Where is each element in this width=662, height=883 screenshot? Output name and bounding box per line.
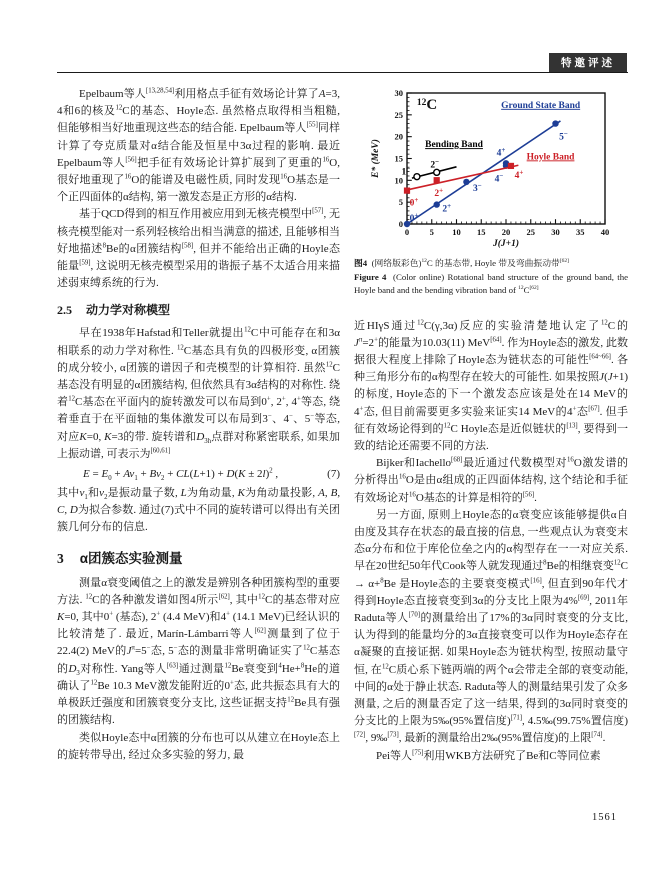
figure-caption-en: Figure 4 (Color online) Rotational band structure of the ground band, the Hoyle band and the bending vibration band of $^{12}$C[62] bbox=[354, 271, 628, 295]
svg-text:Bending Band: Bending Band bbox=[425, 140, 483, 151]
svg-text:4+: 4+ bbox=[496, 145, 506, 159]
svg-text:0: 0 bbox=[398, 219, 403, 229]
section-heading-3 bbox=[57, 547, 340, 567]
svg-text:30: 30 bbox=[394, 88, 403, 98]
paragraph: 另一方面, 原则上Hoyle态的α衰变应该能够提供α自由度及其存在状态的最直接的信息, 一些观点认为衰变末态α分布和位于库伦位垒之内的α构型存在一一对应关系. 早在20世纪50年代Cook等人就发现通过$^8$Be的相继衰变$^{12}$C → α+$^8$Be 是Hoyle态的主要衰变模式[16], 但直到90年代才得到Hoyle态直接衰变到3α的分支比上限为4%[69], 2011年Raduta等人[70]的测量给出了17%的3α同时衰变的分支比, 认为得到的能量均分的3α直接衰变可以作为Hoyle态存在α凝聚的直接证据. 如果Hoyle态为链状构型, 按照动量守恒, 在$^{12}$C质心系下链两端的两个α会带走全部的衰变动能, 中间的α处于静止状态. Raduta等人的测量结果引发了众多测量, 之后的测量否定了这一结果, 得到的3α同时衰变的分支比的上限为5‰(95%置信度)[71], 4.5‰(99.75%置信度)[72], 9‰[73], 最新的测量给出2‰(95%置信度)的上限[74]. bbox=[354, 508, 629, 745]
svg-text:20: 20 bbox=[501, 227, 511, 237]
paragraph: 近HIγS通过$^{12}$C(γ,3α)反应的实验清楚地认定了$^{12}$C的$J^\pi=2^+$的能量为10.03(11) MeV[64]. 作为Hoyle态的激发, 此数据很大程度上排除了Hoyle态为链状态的可能性[64~66]. 各种三角形分布的α构型存在较大的可能性. 如果按照J(J+1)的标度, Hoyle态的下一个激发态应该是处在14 MeV的4+态, 但目前需要更多实验来证实14 MeV的4+态[67]. 但手征有效场论得到的$^{12}$C Hoyle态是近似链状的[13], 要得到一致的结论还需要不同的方法. bbox=[354, 318, 629, 452]
svg-text:35: 35 bbox=[576, 227, 585, 237]
paragraph: 基于QCD得到的相互作用被应用到无核壳模型中[57], 无核壳模型能对一系列轻核给出相当满意的描述, 且能够相当好地描述$^8$Be的α团簇结构[58], 但并不能给出正确的Hoyle态能量[59], 这说明无核壳模型采用的谐振子基不太适合用来描述弱束缚系统的行为. bbox=[57, 207, 341, 290]
svg-text:10: 10 bbox=[394, 175, 403, 186]
paragraph: 其中$v_1$和$v_2$是振动量子数, L为角动量, K为角动量投影, A, B, C, D为拟合参数. 通过(7)式中不同的旋转谱可以得出有关团簇几何分布的信息. bbox=[57, 487, 341, 534]
svg-text:0+: 0+ bbox=[409, 196, 419, 209]
figure-caption bbox=[354, 257, 628, 298]
svg-text:20: 20 bbox=[394, 131, 403, 142]
svg-text:5−: 5− bbox=[559, 130, 568, 143]
svg-text:3−: 3− bbox=[473, 181, 482, 194]
svg-text:0: 0 bbox=[404, 227, 410, 237]
section-title: α团簇态实验测量 bbox=[79, 550, 183, 566]
equation-body: $E = E_0 + Av_1 + Bv_2 + CL(L+1) + D(K \pm 2l)^2$ , bbox=[83, 467, 279, 483]
left-column bbox=[57, 86, 340, 765]
figure-caption-cn: 图4 (网络版彩色)$^{12}$C 的基态带, Hoyle 带及弯曲振动带[62] bbox=[354, 258, 569, 268]
paragraph: 测量α衰变阈值之上的激发是辨别各种团簇构型的重要方法. $^{12}$C的各种激发谱如图4所示[62], 其中$^{12}$C的基态带对应K=0, 其中0+ (基态), 2+ (4.4 MeV)和4+ (14.1 MeV)已经认识的比较清楚了. 最近, Marín-Lámbarri等人[62]测量到了位于22.4(2) MeV的$J^\pi=5^-$态, 5−态的测量非常明确证实了$^{12}$C基态的$D_3$对称性. Yang等人[63]通过测量$^{12}$Be衰变到$^4$He+$^8$He的道确认了$^{12}$Be 10.3 MeV激发能附近的0+态, 此共振态具有大的单极跃迁强度和团簇衰变分支比, 这些证据支持$^{12}$Be具有强的团簇结构. bbox=[57, 576, 341, 727]
svg-text:30: 30 bbox=[551, 227, 560, 237]
paragraph: Bijker和Iachello[68]最近通过代数模型对$^{16}$O激发谱的分析得出$^{16}$O是由α组成的正四面体结构, 这个结论和手征有效场论对$^{16}$O基态的计算是相符的[56]. bbox=[354, 456, 629, 504]
svg-text:40: 40 bbox=[600, 227, 610, 237]
two-column-layout bbox=[57, 86, 628, 765]
svg-text:15: 15 bbox=[477, 227, 486, 237]
equation-7 bbox=[57, 467, 340, 483]
svg-text:2+: 2+ bbox=[434, 186, 444, 200]
svg-text:0+: 0+ bbox=[409, 211, 419, 224]
svg-text:12C: 12C bbox=[416, 97, 438, 114]
svg-text:4+: 4+ bbox=[514, 168, 524, 181]
svg-text:J(J+1): J(J+1) bbox=[493, 239, 519, 249]
paragraph: Epelbaum等人[13,28,54]利用格点手征有效场论计算了A=3, 4和6的核及$^{12}$C的基态、Hoyle态. 虽然格点取得相当粗糙, 但能够相当好地重现这些态的结合能. Epelbaum等人[55]同样计算了夸克质量对α结合能及恒星中3α过程的影响. 最近Epelbaum等人[56]把手征有效场论计算扩展到了更重的$^{16}$O, 很好地重现了$^{16}$O的能谱及电磁性质, 同时发现$^{16}$O基态是一个正四面体的α结构, 第一激发态是正方形的α结构. bbox=[57, 87, 341, 204]
equation-number: (7) bbox=[327, 468, 340, 481]
right-column bbox=[354, 86, 628, 765]
section-number: 3 bbox=[57, 550, 64, 566]
paragraph: Pei等人[75]利用WKB方法研究了Be和C等同位素 bbox=[376, 748, 601, 762]
svg-text:1−: 1− bbox=[401, 165, 411, 178]
section-title: 动力学对称模型 bbox=[86, 303, 171, 318]
paragraph: 类似Hoyle态中α团簇的分布也可以从建立在Hoyle态上的旋转带导出, 经过众多实验的努力, 最 bbox=[57, 731, 340, 761]
svg-text:5: 5 bbox=[429, 227, 434, 237]
svg-text:E* (MeV): E* (MeV) bbox=[371, 139, 381, 178]
svg-text:Hoyle Band: Hoyle Band bbox=[526, 152, 575, 163]
svg-text:Ground State Band: Ground State Band bbox=[501, 100, 581, 111]
figure-4 bbox=[354, 86, 628, 298]
header-rule bbox=[57, 72, 628, 73]
paragraph: 早在1938年Hafstad和Teller就提出$^{12}$C中可能存在和3α相联系的动力学对称性. $^{12}$C基态具有负的四极形变, α团簇的成分较小, α团簇的谱因子和壳模型的计算相符. 虽然$^{12}$C基态没有明显的α团簇结构, 但依然具有3α结构的对称性. 绕着$^{12}$C基态在平面内的旋转激发可以布局到0+, 2+, 4+等态, 绕着垂直于在平面轴的集体激发可以布局到3−、4−、5−等态, 对应K=0, K=3的带. 旋转谱和$D_{3h}$点群对称紧密联系, 如果加上振动谱, 可表示为[60,61] bbox=[57, 326, 341, 460]
svg-text:25: 25 bbox=[394, 109, 403, 120]
svg-text:10: 10 bbox=[452, 227, 461, 237]
svg-text:4−: 4− bbox=[494, 172, 504, 185]
svg-text:5: 5 bbox=[398, 197, 403, 208]
header-badge: 特邀评述 bbox=[549, 53, 627, 73]
svg-text:25: 25 bbox=[526, 227, 535, 237]
svg-text:2−: 2− bbox=[430, 157, 440, 171]
svg-text:2+: 2+ bbox=[442, 202, 452, 215]
section-heading-2-5 bbox=[57, 301, 340, 318]
svg-text:15: 15 bbox=[394, 153, 403, 164]
rotational-band-chart bbox=[354, 86, 628, 250]
section-number: 2.5 bbox=[57, 303, 72, 318]
page-number: 1561 bbox=[592, 812, 617, 823]
